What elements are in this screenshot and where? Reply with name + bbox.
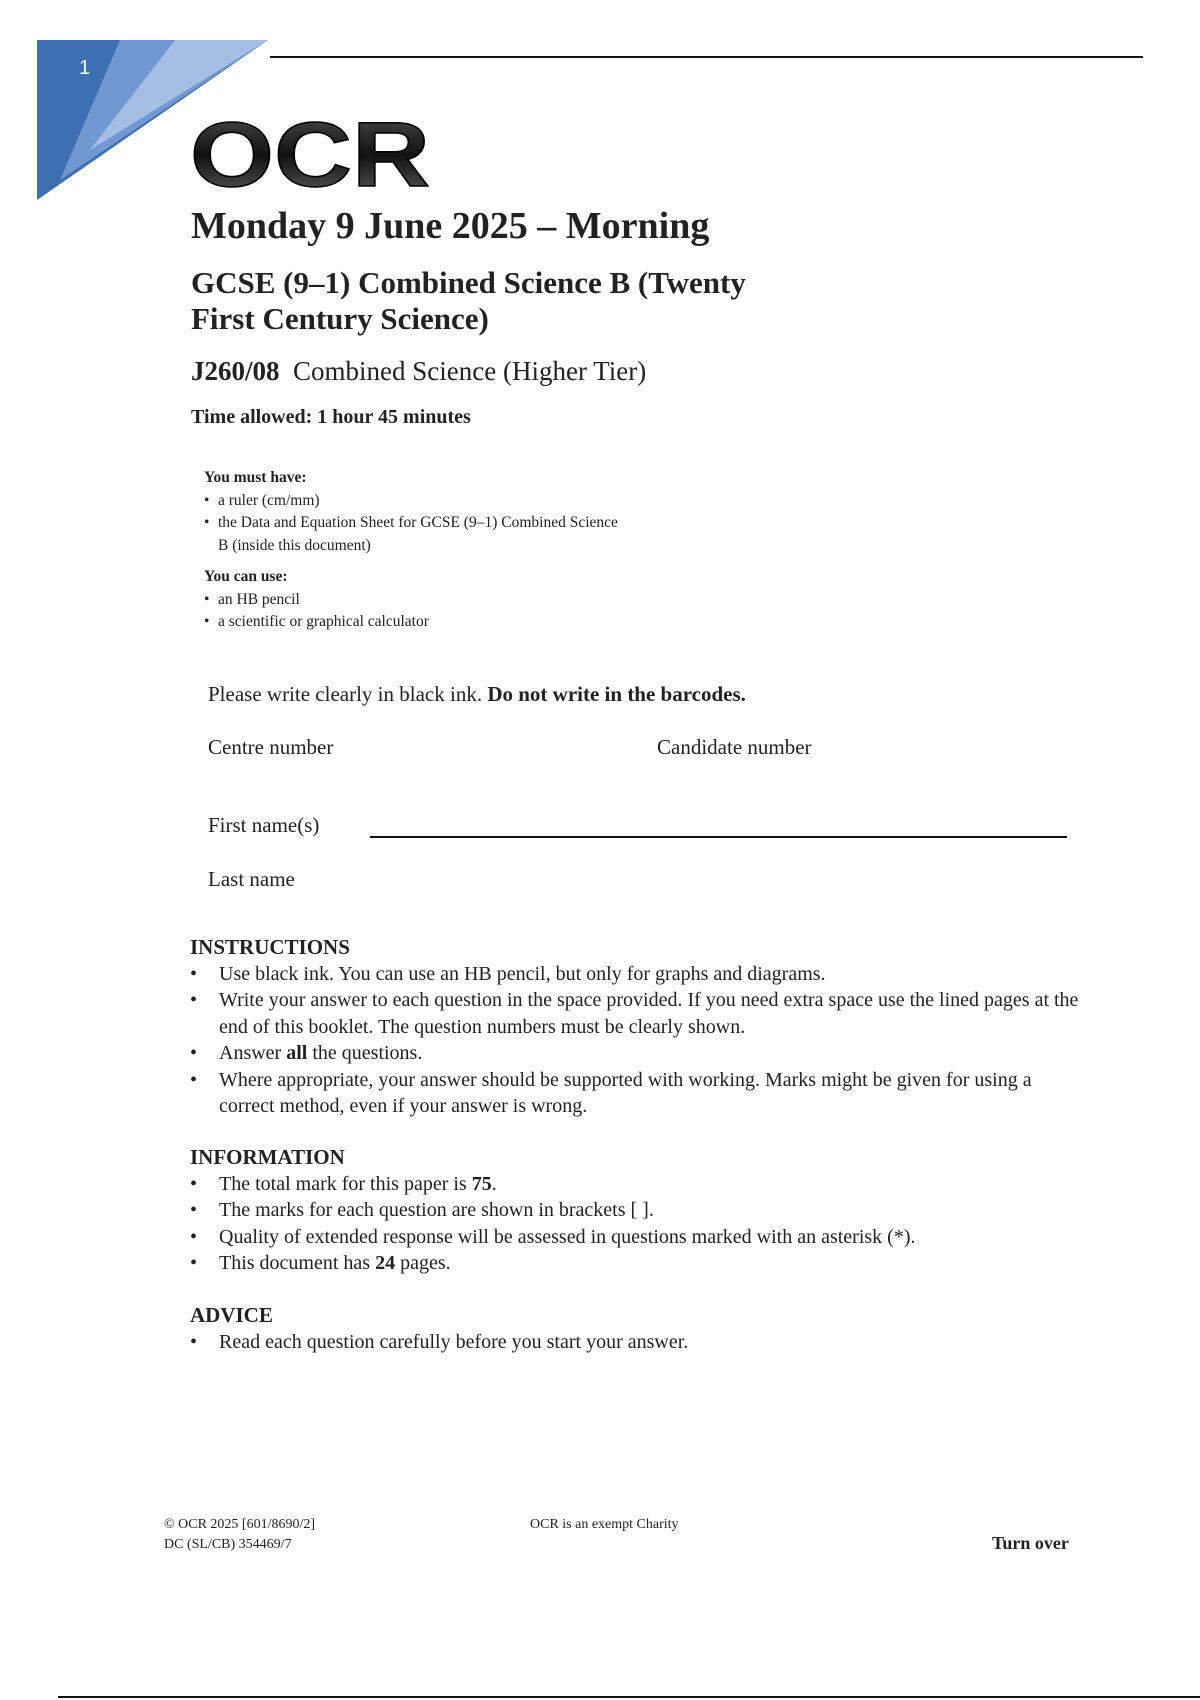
instruction-text: the questions. bbox=[312, 1042, 423, 1064]
information-heading: INFORMATION bbox=[190, 1145, 345, 1169]
instruction-item: • Use black ink. You can use an HB pencil, but only for graphs and diagrams. bbox=[190, 961, 1090, 988]
candidate-number-label: Candidate number bbox=[657, 735, 812, 759]
page-count: 24 bbox=[375, 1252, 396, 1274]
must-have-item: • the Data and Equation Sheet for GCSE (9–1) Combined Science B (inside this document) bbox=[204, 512, 624, 557]
document-code: DC (SL/CB) 354469/7 bbox=[164, 1537, 292, 1552]
qualification-line-1: GCSE (9–1) Combined Science B (Twenty bbox=[191, 265, 746, 300]
must-have-block bbox=[204, 467, 624, 557]
advice-section bbox=[190, 1302, 1090, 1355]
can-use-item: • a scientific or graphical calculator bbox=[204, 611, 624, 634]
first-name-label: First name(s) bbox=[208, 813, 320, 837]
information-section bbox=[190, 1144, 1090, 1277]
information-text: . bbox=[491, 1172, 497, 1195]
turn-over-label: Turn over bbox=[992, 1533, 1069, 1553]
must-have-item: • a ruler (cm/mm) bbox=[204, 490, 624, 513]
exam-date: Monday 9 June 2025 – Morning bbox=[191, 205, 710, 247]
instruction-text: Answer bbox=[219, 1042, 282, 1064]
ocr-logo bbox=[190, 112, 440, 196]
information-item bbox=[190, 1171, 1090, 1198]
copyright-block bbox=[164, 1515, 315, 1555]
advice-heading: ADVICE bbox=[190, 1303, 273, 1327]
information-item: • Quality of extended response will be assessed in questions marked with an asterisk (*). bbox=[190, 1224, 1090, 1251]
must-have-heading: You must have: bbox=[204, 469, 307, 486]
information-item: • The marks for each question are shown in brackets [ ]. bbox=[190, 1197, 1090, 1224]
qualification-title bbox=[191, 265, 811, 337]
time-allowed: Time allowed: 1 hour 45 minutes bbox=[191, 406, 471, 428]
barcode-warning: Do not write in the barcodes. bbox=[487, 682, 746, 706]
copyright-text: © OCR 2025 [601/8690/2] bbox=[164, 1517, 316, 1532]
instruction-item: • Write your answer to each question in the space provided. If you need extra space use the lined pages at the end of this booklet. The question numbers must be clearly shown. bbox=[190, 987, 1090, 1040]
can-use-block bbox=[204, 566, 624, 634]
instruction-item: • Where appropriate, your answer should be supported with working. Marks might be given for using a correct method, even if your answer is wrong. bbox=[190, 1067, 1090, 1120]
information-text: pages. bbox=[400, 1252, 451, 1274]
top-rule bbox=[270, 56, 1143, 58]
qualification-line-2: First Century Science) bbox=[191, 301, 489, 336]
paper-code: J260/08 bbox=[191, 356, 280, 386]
information-text: This document has bbox=[219, 1252, 371, 1274]
page-number: 1 bbox=[79, 57, 91, 79]
information-text: The total mark for this paper is bbox=[219, 1172, 467, 1195]
instructions-heading: INSTRUCTIONS bbox=[190, 935, 350, 959]
centre-number-label: Centre number bbox=[208, 735, 334, 759]
write-clearly-notice bbox=[208, 682, 746, 707]
paper-code-line bbox=[191, 356, 646, 387]
instruction-emphasis: all bbox=[286, 1042, 308, 1064]
information-item bbox=[190, 1250, 1090, 1277]
instruction-item bbox=[190, 1040, 1090, 1067]
charity-notice: OCR is an exempt Charity bbox=[530, 1517, 679, 1532]
instructions-section bbox=[190, 934, 1090, 1120]
advice-item: • Read each question carefully before you start your answer. bbox=[190, 1329, 1090, 1356]
first-name-field[interactable] bbox=[370, 836, 1067, 838]
paper-title: Combined Science (Higher Tier) bbox=[293, 356, 647, 386]
can-use-item: • an HB pencil bbox=[204, 589, 624, 612]
bottom-rule bbox=[58, 1696, 1200, 1698]
ocr-logo-text: OCR bbox=[190, 112, 430, 196]
total-mark: 75 bbox=[471, 1172, 492, 1195]
last-name-label: Last name bbox=[208, 867, 295, 891]
can-use-heading: You can use: bbox=[204, 568, 288, 585]
write-clearly-text: Please write clearly in black ink. bbox=[208, 682, 483, 706]
